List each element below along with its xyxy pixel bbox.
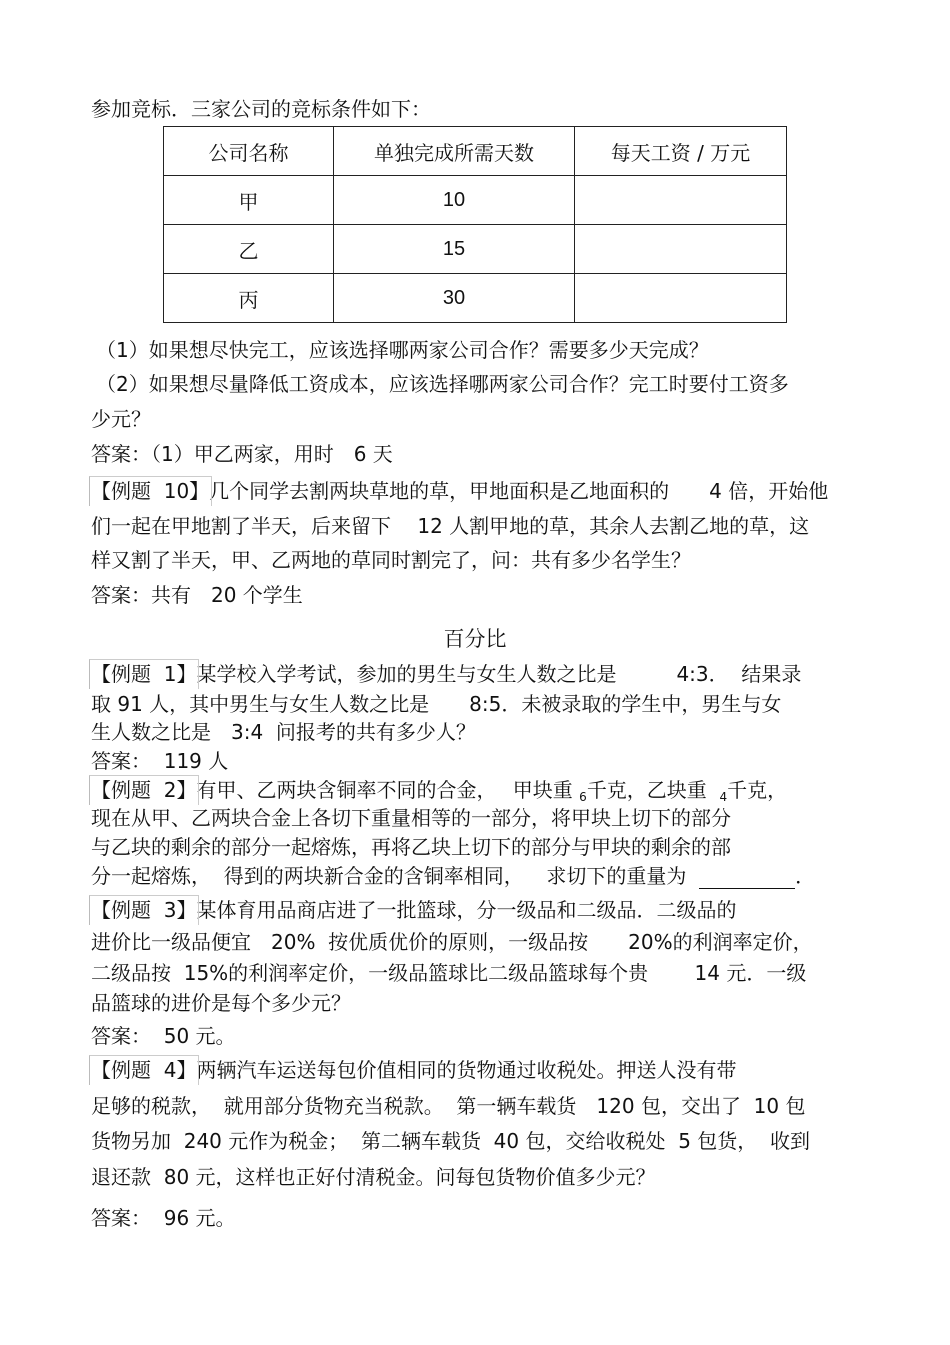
table-row xyxy=(164,225,787,274)
example2-line4 xyxy=(91,863,815,889)
example3-text1: 某体育用品商店进了一批篮球，分一级品和二级品．二级品的 xyxy=(196,898,737,922)
example3-line2: 进价比一级品便宜 20% 按优质优价的原则，一级品按 20%的利润率定价， xyxy=(91,930,813,954)
table-row xyxy=(164,176,787,225)
example2-text4b: ． xyxy=(795,864,816,888)
example1-tag: 【例题 1】 xyxy=(91,662,197,686)
example3-line1 xyxy=(91,897,736,923)
example2-sub-4: 4 xyxy=(719,790,728,804)
answer-previous: 答案：（1）甲乙两家，用时 6 天 xyxy=(91,442,393,466)
example4-answer: 答案： 96 元。 xyxy=(91,1206,236,1230)
example2-line3: 与乙块的剩余的部分一起熔炼，再将乙块上切下的部分与甲块的剩余的部 xyxy=(91,835,731,859)
example4-line2: 足够的税款， 就用部分货物充当税款。 第一辆车载货 120 包，交出了 10 包 xyxy=(91,1094,806,1118)
example4-line3: 货物另加 240 元作为税金； 第二辆车载货 40 包，交给收税处 5 包货， 收到 xyxy=(91,1129,810,1153)
bid-table xyxy=(163,126,787,323)
header-days: 单独完成所需天数 xyxy=(334,127,575,176)
cell-wage xyxy=(575,274,787,323)
example10-line2: 们一起在甲地割了半天，后来留下 12 人割甲地的草，其余人去割乙地的草，这 xyxy=(91,514,810,538)
example2-text1b: 千克，乙块重 xyxy=(586,778,720,802)
cell-company: 丙 xyxy=(164,274,334,323)
example10-tag: 【例题 10】 xyxy=(91,479,210,503)
example10-line3: 样又割了半天，甲、乙两地的草同时割完了，问：共有多少名学生？ xyxy=(91,548,691,572)
header-company: 公司名称 xyxy=(164,127,334,176)
cell-wage xyxy=(575,225,787,274)
table-row xyxy=(164,274,787,323)
example10-text1: 几个同学去割两块草地的草，甲地面积是乙地面积的 4 倍，开始他 xyxy=(209,479,829,503)
example1-line3: 生人数之比是 3:4 问报考的共有多少人？ xyxy=(91,720,476,744)
cell-days: 10 xyxy=(334,176,575,225)
example2-line1 xyxy=(91,777,787,806)
question-1: （1）如果想尽快完工，应该选择哪两家公司合作？需要多少天完成？ xyxy=(96,338,709,362)
answer-blank xyxy=(699,868,795,889)
example4-line1 xyxy=(91,1057,736,1083)
example3-line4: 品篮球的进价是每个多少元？ xyxy=(91,991,351,1015)
table-header-row xyxy=(164,127,787,176)
cell-company: 甲 xyxy=(164,176,334,225)
example10-line1 xyxy=(91,478,828,504)
example2-tag: 【例题 2】 xyxy=(91,778,197,802)
section-title: 百分比 xyxy=(443,627,507,651)
example2-text1a: 有甲、乙两块含铜率不同的合金， 甲块重 xyxy=(196,778,580,802)
cell-days: 15 xyxy=(334,225,575,274)
cell-company: 乙 xyxy=(164,225,334,274)
example4-tag: 【例题 4】 xyxy=(91,1058,197,1082)
question-2-line2: 少元？ xyxy=(91,407,151,431)
example4-text1: 两辆汽车运送每包价值相同的货物通过收税处。押送人没有带 xyxy=(196,1058,737,1082)
header-wage: 每天工资 / 万元 xyxy=(575,127,787,176)
example10-answer: 答案：共有 20 个学生 xyxy=(91,583,303,607)
example2-text4a: 分一起熔炼， 得到的两块新合金的含铜率相同， 求切下的重量为 xyxy=(91,864,700,888)
intro-text: 参加竞标．三家公司的竞标条件如下： xyxy=(91,97,431,121)
example1-line1 xyxy=(91,661,801,687)
example2-text1c: 千克， xyxy=(727,778,788,802)
example2-line2: 现在从甲、乙两块合金上各切下重量相等的一部分，将甲块上切下的部分 xyxy=(91,806,731,830)
example4-line4: 退还款 80 元，这样也正好付清税金。问每包货物价值多少元？ xyxy=(91,1165,656,1189)
example3-line3: 二级品按 15%的利润率定价，一级品篮球比二级品篮球每个贵 14 元．一级 xyxy=(91,961,807,985)
cell-days: 30 xyxy=(334,274,575,323)
question-2-line1: （2）如果想尽量降低工资成本，应该选择哪两家公司合作？完工时要付工资多 xyxy=(96,372,789,396)
example1-text1: 某学校入学考试，参加的男生与女生人数之比是 4:3． 结果录 xyxy=(196,662,802,686)
example3-answer: 答案： 50 元。 xyxy=(91,1024,236,1048)
cell-wage xyxy=(575,176,787,225)
example2-sub-6: 6 xyxy=(579,790,587,804)
example1-answer: 答案： 119 人 xyxy=(91,749,229,773)
example1-line2: 取 91 人，其中男生与女生人数之比是 8:5．未被录取的学生中，男生与女 xyxy=(91,692,782,716)
example3-tag: 【例题 3】 xyxy=(91,898,197,922)
